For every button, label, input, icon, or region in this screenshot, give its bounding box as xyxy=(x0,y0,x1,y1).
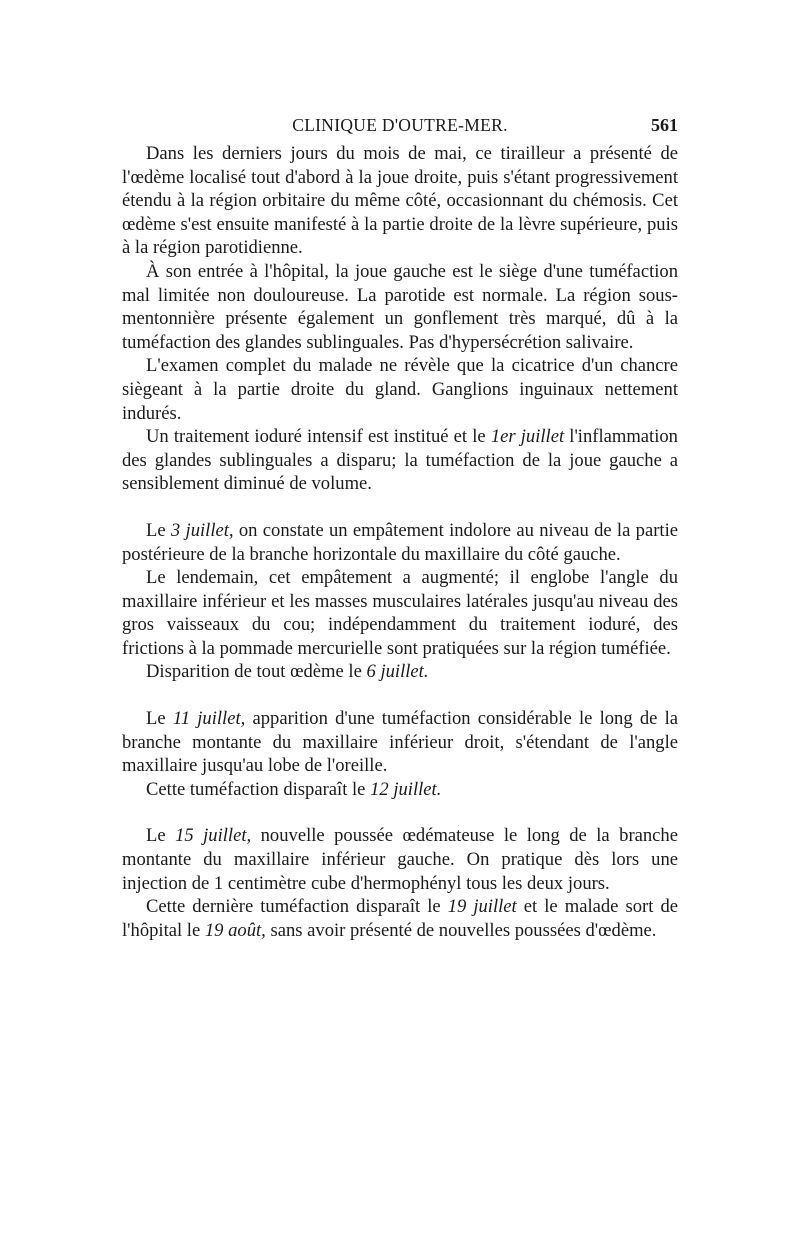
text-run: on constate un empâtement indolore au niveau de la partie postérieure de la branche horizontale du maxillaire du côté gauche. xyxy=(122,519,678,565)
date-italic: 19 août, xyxy=(204,919,266,941)
book-page xyxy=(122,112,678,942)
paragraph xyxy=(122,824,678,895)
running-title: CLINIQUE D'OUTRE-MER. xyxy=(292,115,508,135)
date-italic: 19 juillet xyxy=(447,896,517,918)
text-run: Le xyxy=(146,708,173,730)
date-italic: 12 juillet. xyxy=(370,778,442,800)
text-run: Le xyxy=(146,519,171,541)
date-italic: 6 juillet. xyxy=(366,661,429,683)
paragraph xyxy=(122,707,678,778)
text-run: Cette tuméfaction disparaît le xyxy=(146,778,371,800)
text-run: Dans les derniers jours du mois de mai, ce tirailleur a présenté de l'œdème localisé tout d'abord à la joue droite, puis s'étant progressivement étendu à la région orbitaire du même côté, occasionnant du chémosis. Cet œdème s'est ensuite manifesté à la partie droite de la lèvre supérieure, puis à la région parotidienne. xyxy=(122,143,678,259)
date-italic: 1er juillet xyxy=(490,426,565,448)
paragraph xyxy=(122,519,678,566)
text-run: Cette dernière tuméfaction disparaît le xyxy=(146,896,448,918)
text-run: apparition d'une tuméfaction considérable le long de la branche montante du maxillaire inférieur droit, s'étendant de l'angle maxillaire jusqu'au lobe de l'oreille. xyxy=(122,708,678,777)
paragraph xyxy=(122,260,678,354)
text-run: nouvelle poussée œdémateuse le long de la branche montante du maxillaire inférieur gauche. On pratique dès lors une injection de 1 centimètre cube d'hermophényl tous les deux jours. xyxy=(122,825,678,894)
text-run: l'inflammation des glandes sublinguales a disparu; la tuméfaction de la joue gauche a sensiblement diminué de volume. xyxy=(122,426,678,495)
text-run: Le xyxy=(146,825,176,847)
date-italic: 3 juillet, xyxy=(170,519,234,541)
text-run: Le lendemain, cet empâtement a augmenté; il englobe l'angle du maxillaire inférieur et les masses musculaires latérales jusqu'au niveau des gros vaisseaux du cou; indépendamment du traitement ioduré, des frictions à la pommade mercurielle sont pratiquées sur la région tuméfiée. xyxy=(122,567,678,659)
page-number: 561 xyxy=(651,115,678,135)
text-run: sans avoir présenté de nouvelles poussées d'œdème. xyxy=(265,919,657,941)
body-text xyxy=(122,142,678,942)
text-run: et le malade sort de l'hôpital le xyxy=(122,896,678,941)
paragraph xyxy=(122,354,678,425)
paragraph xyxy=(122,660,678,684)
paragraph xyxy=(122,895,678,942)
paragraph xyxy=(122,778,678,802)
paragraph xyxy=(122,142,678,260)
paragraph xyxy=(122,425,678,496)
text-run: À son entrée à l'hôpital, la joue gauche est le siège d'une tuméfaction mal limitée non douloureuse. La parotide est normale. La région sous-mentonnière présente également un gonflement très marqué, dû à la tuméfaction des glandes sublinguales. Pas d'hypersécrétion salivaire. xyxy=(122,260,678,353)
text-run: Un traitement ioduré intensif est institué et le xyxy=(146,426,491,448)
text-run: Disparition de tout œdème le xyxy=(146,661,367,683)
text-run: L'examen complet du malade ne révèle que la cicatrice d'un chancre siègeant à la partie droite du gland. Ganglions inguinaux nettement indurés. xyxy=(122,355,678,424)
page-header xyxy=(122,112,678,142)
date-italic: 15 juillet, xyxy=(175,825,252,847)
paragraph xyxy=(122,566,678,660)
date-italic: 11 juillet, xyxy=(172,708,246,730)
